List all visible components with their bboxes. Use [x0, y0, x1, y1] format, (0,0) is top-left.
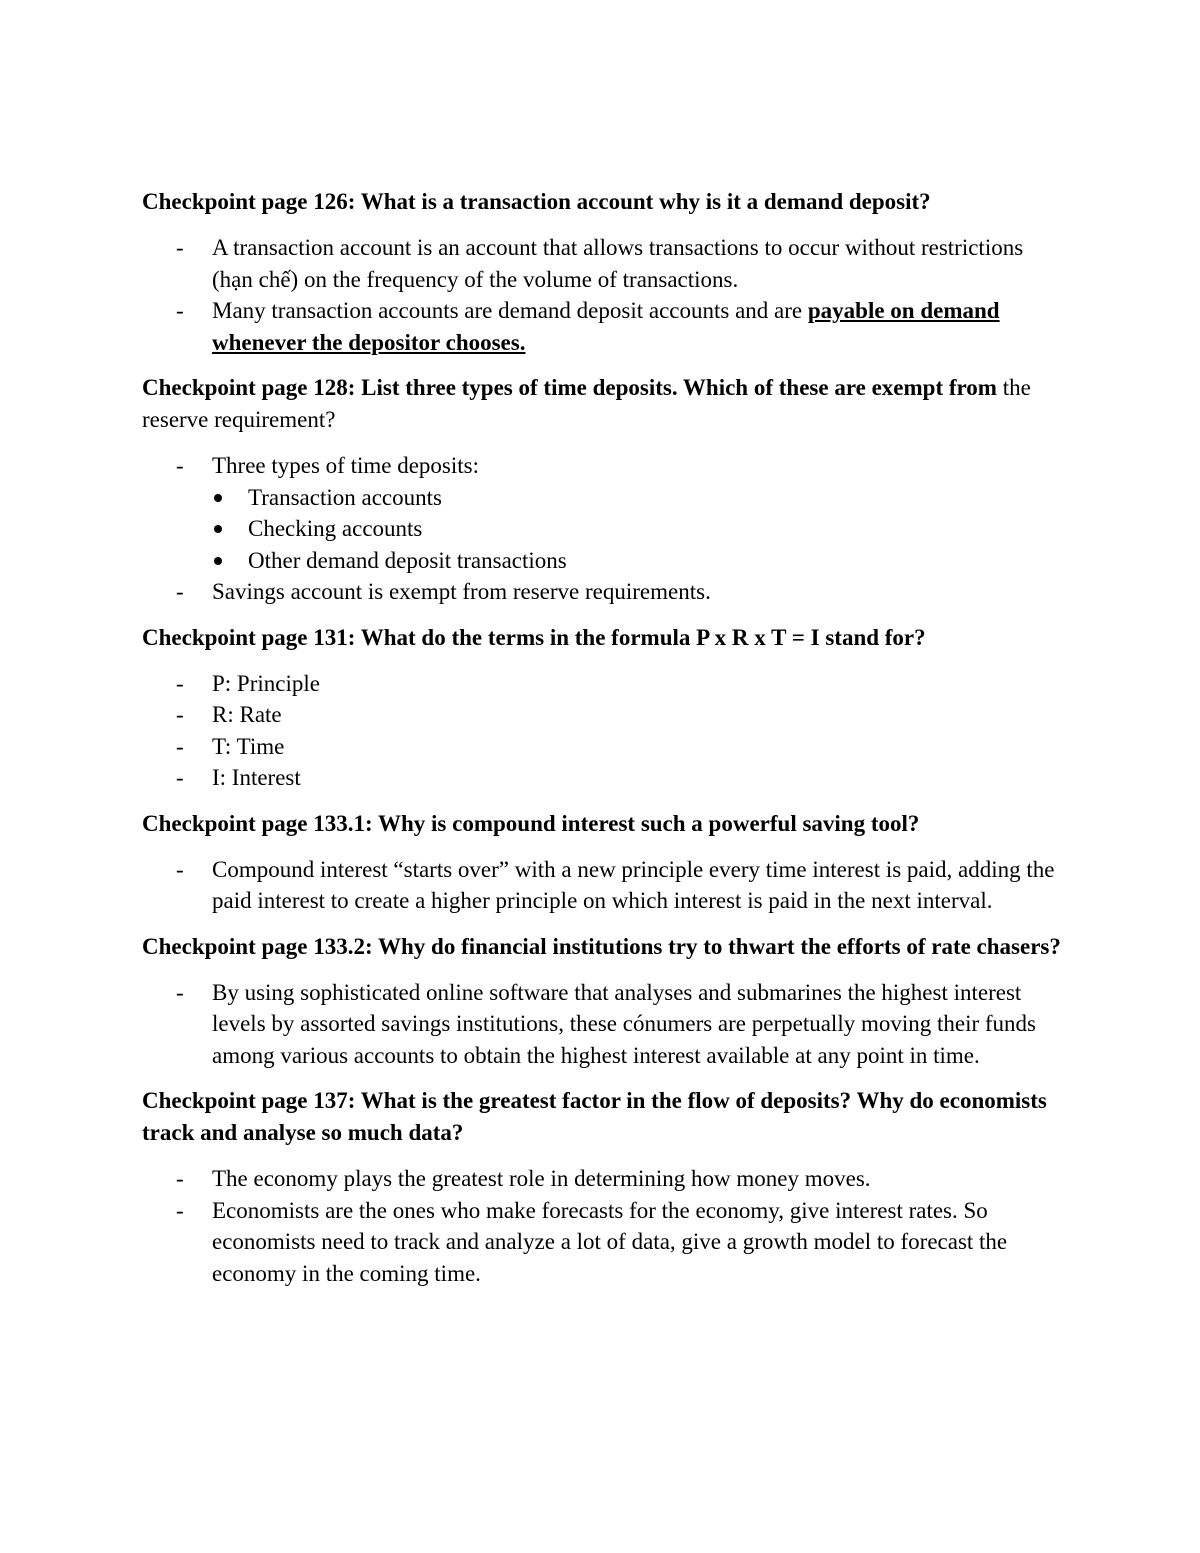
- answer-text: The economy plays the greatest role in determining how money moves.: [212, 1166, 871, 1191]
- answer-list: [142, 977, 1062, 1072]
- bullet-dot-icon: [214, 494, 222, 502]
- answer-item: [142, 699, 1062, 731]
- bullet-dot-icon: [214, 525, 222, 533]
- dash-marker: -: [176, 856, 184, 882]
- dash-marker: -: [176, 1166, 184, 1191]
- bullet-list: [212, 482, 1062, 577]
- checkpoint-131: [142, 622, 1062, 794]
- question-plain-text: the reserve requirement?: [142, 375, 1031, 432]
- bullet-item: [212, 513, 1062, 545]
- answer-item: [142, 1163, 1062, 1195]
- question-heading: Checkpoint page 126: What is a transaction account why is it a demand deposit?: [142, 189, 931, 214]
- answer-item: [142, 854, 1062, 917]
- bullet-dot-icon: [214, 557, 222, 565]
- bullet-item: [212, 545, 1062, 577]
- bullet-text: Transaction accounts: [248, 484, 442, 510]
- question-heading: [142, 372, 1062, 436]
- dash-marker: -: [176, 453, 184, 478]
- answer-item: [142, 977, 1062, 1072]
- answer-text: Savings account is exempt from reserve requirements.: [212, 579, 711, 604]
- dash-marker: -: [176, 235, 184, 260]
- answer-text: Compound interest “starts over” with a new principle every time interest is paid, adding the paid interest to create a higher principle on which interest is paid in the next interval.: [212, 856, 1055, 913]
- bullet-text: Checking accounts: [248, 516, 423, 541]
- question-heading: Checkpoint page 133.2: Why do financial institutions try to thwart the efforts of rate chasers?: [142, 933, 1061, 959]
- answer-emphasis: payable on demand whenever the depositor chooses.: [212, 298, 1000, 355]
- checkpoint-126: [142, 186, 1062, 358]
- answer-item: [142, 668, 1062, 700]
- bullet-item: [212, 482, 1062, 514]
- question-heading: Checkpoint page 133.1: Why is compound interest such a powerful saving tool?: [142, 810, 920, 836]
- question-heading: Checkpoint page 137: What is the greatest factor in the flow of deposits? Why do economists track and analyse so much data?: [142, 1088, 1047, 1145]
- answer-list: [142, 854, 1062, 917]
- dash-marker: -: [176, 670, 184, 696]
- answer-item: [142, 232, 1062, 295]
- answer-list: [142, 450, 1062, 608]
- checkpoint-133-1: [142, 808, 1062, 917]
- answer-list: [142, 1163, 1062, 1289]
- answer-item: [142, 295, 1062, 358]
- checkpoint-137: [142, 1085, 1062, 1289]
- answer-text: R: Rate: [212, 702, 282, 727]
- dash-marker: -: [176, 979, 184, 1005]
- question-bold-text: Checkpoint page 128: List three types of time deposits. Which of these are exempt from: [142, 375, 997, 400]
- answer-text: Many transaction accounts are demand deposit accounts and are: [212, 298, 808, 323]
- answer-text: By using sophisticated online software that analyses and submarines the highest interest levels by assorted savings institutions, these cónumers are perpetually moving their funds among various accounts to obtain the highest interest available at any point in time.: [212, 979, 1037, 1068]
- answer-text: Economists are the ones who make forecasts for the economy, give interest rates. So economists need to track and analyze a lot of data, give a growth model to forecast the economy in the coming time.: [212, 1197, 1008, 1286]
- document-page: [142, 186, 1062, 1303]
- dash-marker: -: [176, 765, 184, 790]
- answer-item: [142, 576, 1062, 608]
- dash-marker: -: [176, 1197, 184, 1223]
- answer-text: A transaction account is an account that allows transactions to occur without restrictions (hạn chế) on the frequency of the volume of transactions.: [212, 235, 1024, 292]
- question-heading: Checkpoint page 131: What do the terms in the formula P x R x T = I stand for?: [142, 624, 926, 650]
- answer-text: Three types of time deposits:: [212, 453, 479, 478]
- answer-item: [142, 1195, 1062, 1290]
- dash-marker: -: [176, 298, 184, 323]
- answer-text: I: Interest: [212, 765, 301, 790]
- answer-item: [142, 450, 1062, 576]
- checkpoint-133-2: [142, 931, 1062, 1072]
- dash-marker: -: [176, 579, 184, 604]
- answer-text: P: Principle: [212, 670, 320, 696]
- answer-list: [142, 668, 1062, 794]
- answer-list: [142, 232, 1062, 358]
- answer-text: T: Time: [212, 733, 285, 759]
- bullet-text: Other demand deposit transactions: [248, 547, 567, 573]
- checkpoint-128: [142, 372, 1062, 608]
- dash-marker: -: [176, 702, 184, 727]
- dash-marker: -: [176, 733, 184, 759]
- answer-item: [142, 731, 1062, 763]
- answer-item: [142, 762, 1062, 794]
